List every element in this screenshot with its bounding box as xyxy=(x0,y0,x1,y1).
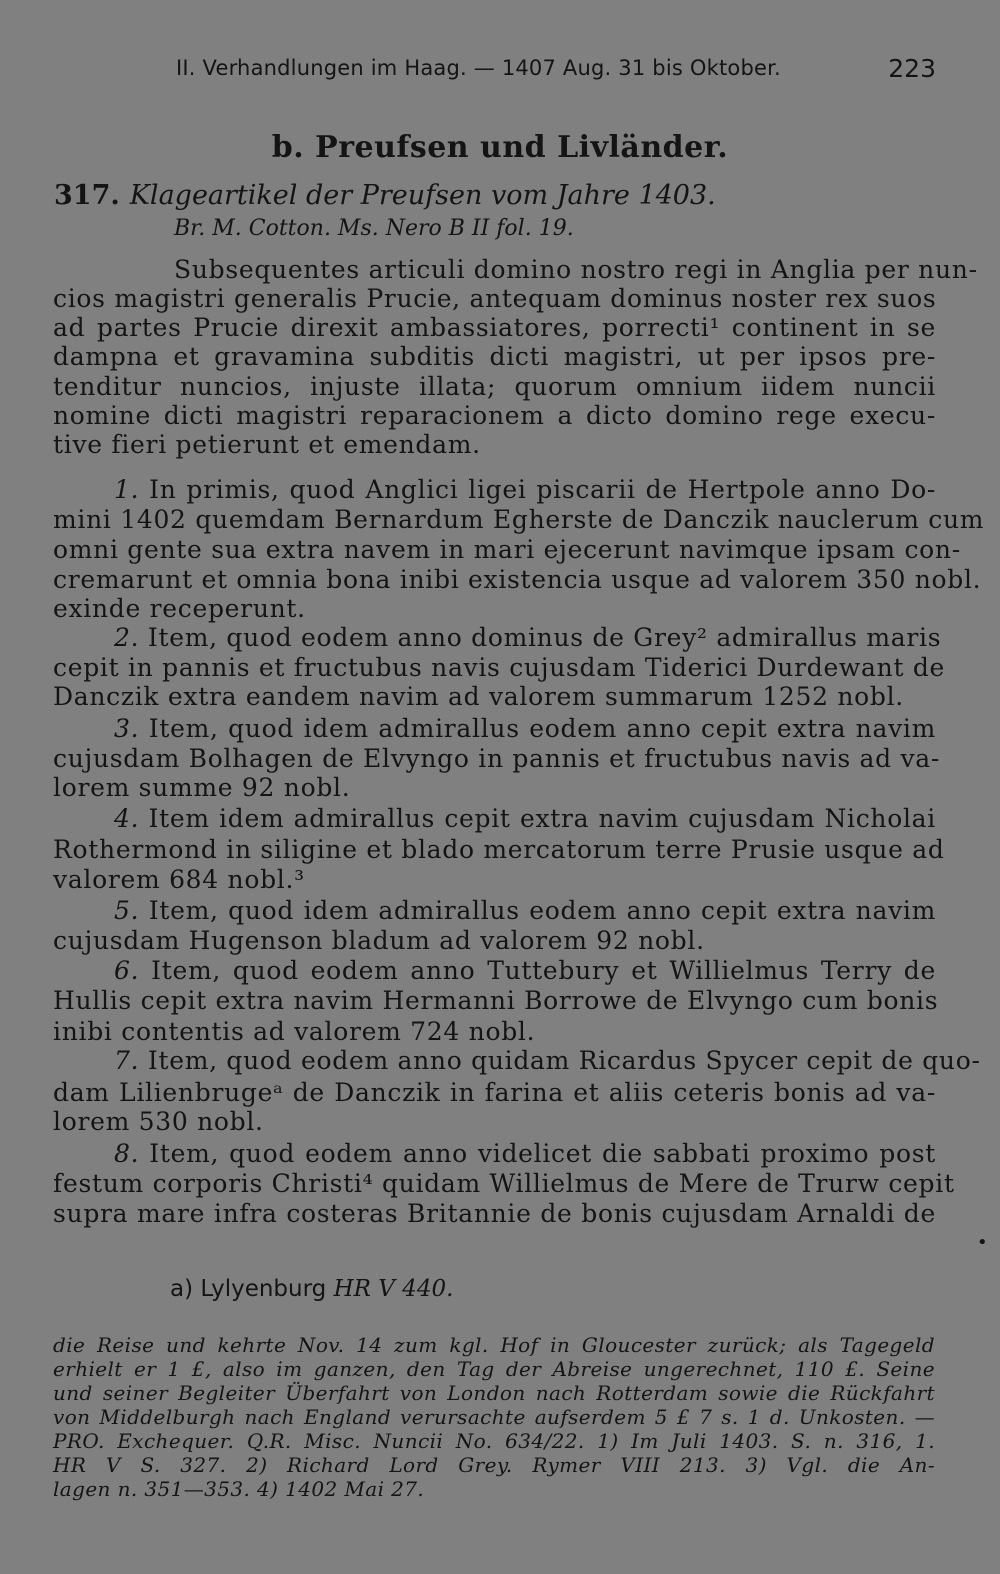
line-text: Item, quod idem admirallus eodem anno cepit extra navim xyxy=(148,896,936,925)
running-header xyxy=(176,52,936,88)
item-line xyxy=(53,926,936,956)
line-text: Item, quod eodem anno videlicet die sabbati proximo post xyxy=(149,1139,936,1168)
item-number: 7. xyxy=(114,1046,148,1075)
line-text: inibi contentis ad valorem 724 nobl. xyxy=(53,1017,536,1046)
document-title: Klageartikel der Preufsen vom Jahre 1403. xyxy=(129,180,716,211)
line-text: cujusdam Bolhagen de Elvyngo in pannis et fructubus navis ad va- xyxy=(53,744,941,773)
item-line xyxy=(53,653,946,683)
running-title: II. Verhandlungen im Haag. — 1407 Aug. 31 bis Oktober. xyxy=(176,56,781,80)
intro-line xyxy=(53,401,936,431)
intro-line xyxy=(53,284,936,314)
item-number: 8. xyxy=(114,1139,150,1168)
line-text: festum corporis Christi⁴ quidam Willielmus de Mere de Trurw cepit xyxy=(53,1169,955,1198)
line-text: Hullis cepit extra navim Hermanni Borrowe de Elvyngo cum bonis xyxy=(53,986,939,1015)
line-text: Item, quod eodem anno Tuttebury et Willielmus Terry de xyxy=(151,956,936,985)
line-text: Item, quod eodem anno quidam Ricardus Spycer cepit de quo- xyxy=(147,1046,981,1075)
line-text: omni gente sua extra navem in mari ejecerunt navimque ipsam con- xyxy=(53,535,961,564)
item-line xyxy=(114,804,936,834)
footnote-line: HR V S. 327. 2) Richard Lord Grey. Rymer VIII 213. 3) Vgl. die An- xyxy=(53,1453,935,1477)
item-line xyxy=(53,1199,936,1229)
item-number: 1. xyxy=(114,475,150,504)
item-line xyxy=(53,1169,955,1199)
line-text: Danczik extra eandem navim ad valorem summarum 1252 nobl. xyxy=(53,682,904,711)
footnote-line: die Reise und kehrte Nov. 14 zum kgl. Hof in Gloucester zurück; als Tagegeld xyxy=(53,1333,935,1357)
item-line xyxy=(53,835,945,865)
intro-line xyxy=(53,430,936,460)
line-text: dam Lilienbrugeᵃ de Danczik in farina et aliis ceteris bonis ad va- xyxy=(53,1078,936,1107)
footnote-line: von Middelburgh nach England verursachte aufserdem 5 £ 7 s. 1 d. Unkosten. — xyxy=(53,1405,935,1429)
line-text: exinde receperunt. xyxy=(53,594,306,623)
line-text: Item idem admirallus cepit extra navim cujusdam Nicholai xyxy=(148,804,936,833)
footnote-line: und seiner Begleiter Überfahrt von London nach Rotterdam sowie die Rückfahrt xyxy=(53,1381,935,1405)
intro-line xyxy=(53,372,936,402)
item-line xyxy=(53,865,936,895)
line-text: cepit in pannis et fructubus navis cujusdam Tiderici Durdewant de xyxy=(53,653,946,682)
item-number: 2. xyxy=(114,623,148,652)
line-text: lorem summe 92 nobl. xyxy=(53,773,351,802)
item-number: 4. xyxy=(114,804,149,833)
textual-note-ref: HR V 440. xyxy=(333,1276,454,1302)
line-text: Item, quod idem admirallus eodem anno cepit extra navim xyxy=(148,714,936,743)
item-number: 3. xyxy=(114,714,149,743)
document-source: Br. M. Cotton. Ms. Nero B II fol. 19. xyxy=(174,216,574,241)
item-line xyxy=(114,623,942,653)
document-number: 317. xyxy=(54,180,120,211)
line-text: supra mare infra costeras Britannie de bonis cujusdam Arnaldi de xyxy=(53,1199,936,1228)
item-line xyxy=(114,896,936,926)
footnote-line: lagen n. 351—353. 4) 1402 Mai 27. xyxy=(53,1477,425,1501)
item-line xyxy=(53,682,936,712)
line-text: Item, quod eodem anno dominus de Grey² admirallus maris xyxy=(147,623,942,652)
item-line xyxy=(53,1078,936,1108)
footnote-line: erhielt er 1 £, also im ganzen, den Tag der Abreise ungerechnet, 110 £. Seine xyxy=(53,1357,935,1381)
intro-line xyxy=(53,342,936,372)
item-line xyxy=(114,1139,936,1169)
line-text: cios magistri generalis Prucie, antequam dominus noster rex suos xyxy=(53,284,937,313)
margin-mark: • xyxy=(977,1232,988,1253)
item-line xyxy=(53,1107,936,1137)
intro-line xyxy=(53,313,936,343)
textual-note-marker: a) xyxy=(170,1276,194,1302)
item-line xyxy=(53,505,985,535)
item-line xyxy=(114,1046,981,1076)
line-text: dampna et gravamina subditis dicti magistri, ut per ipsos pre- xyxy=(53,342,936,371)
line-text: tenditur nuncios, injuste illata; quorum omnium iidem nuncii xyxy=(53,372,936,401)
item-line xyxy=(53,1017,936,1047)
section-title: b. Preufsen und Livländer. xyxy=(271,130,729,165)
item-line xyxy=(114,714,936,744)
footnote-line: PRO. Exchequer. Q.R. Misc. Nuncii No. 634/22. 1) Im Juli 1403. S. n. 316, 1. xyxy=(53,1429,935,1453)
item-number: 5. xyxy=(114,896,149,925)
line-text: cremarunt et omnia bona inibi existencia usque ad valorem 350 nobl. xyxy=(53,565,982,594)
item-line xyxy=(53,744,941,774)
line-text: ad partes Prucie direxit ambassiatores, porrecti¹ continent in se xyxy=(53,313,936,342)
line-text: mini 1402 quemdam Bernardum Egherste de Danczik nauclerum cum xyxy=(53,505,985,534)
line-text: nomine dicti magistri reparacionem a dicto domino rege execu- xyxy=(53,401,936,430)
line-text: In primis, quod Anglici ligei piscarii de Hertpole anno Do- xyxy=(149,475,936,504)
textual-note xyxy=(170,1276,453,1302)
item-line xyxy=(53,773,936,803)
document-heading xyxy=(54,180,716,211)
line-text: Subsequentes articuli domino nostro regi in Anglia per nun- xyxy=(174,255,978,284)
intro-line xyxy=(174,255,978,285)
item-line xyxy=(114,956,936,986)
item-line xyxy=(114,475,936,505)
line-text: cujusdam Hugenson bladum ad valorem 92 nobl. xyxy=(53,926,705,955)
item-line xyxy=(53,535,961,565)
line-text: Rothermond in siligine et blado mercatorum terre Prusie usque ad xyxy=(53,835,945,864)
line-text: lorem 530 nobl. xyxy=(53,1107,264,1136)
line-text: tive fieri petierunt et emendam. xyxy=(53,430,481,459)
item-line xyxy=(53,565,982,595)
item-line xyxy=(53,986,939,1016)
textual-note-text: Lylyenburg xyxy=(200,1276,327,1302)
page-number: 223 xyxy=(888,54,936,83)
item-number: 6. xyxy=(114,956,152,985)
line-text: valorem 684 nobl.³ xyxy=(53,865,305,894)
item-line xyxy=(53,594,936,624)
